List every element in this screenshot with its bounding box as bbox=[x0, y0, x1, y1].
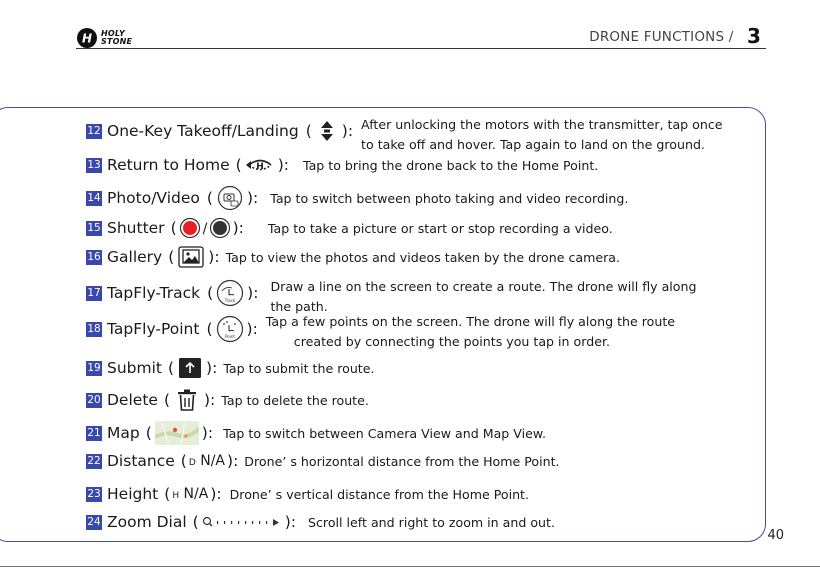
paren-close: ): bbox=[227, 452, 239, 470]
item-title: Delete bbox=[107, 391, 158, 409]
item-title: TapFly-Point bbox=[107, 320, 200, 338]
paren-open: ( bbox=[206, 189, 213, 207]
desc-line-1: Tap a few points on the screen. The drone will fly along the route bbox=[265, 314, 676, 329]
item-description: Tap to delete the route. bbox=[221, 392, 369, 408]
paren-close: ): bbox=[277, 156, 289, 174]
paren-close: ): bbox=[246, 189, 259, 207]
desc-line-1: After unlocking the motors with the transmitter, tap once bbox=[361, 117, 723, 132]
list-item-tapfly-track bbox=[86, 279, 740, 314]
holy-stone-logo-mark bbox=[76, 27, 98, 49]
list-item-shutter bbox=[86, 217, 613, 239]
page-number: 40 bbox=[767, 528, 784, 543]
list-item-one-key-takeoff bbox=[86, 117, 751, 152]
tapfly-point-icon bbox=[215, 315, 245, 343]
list-item-height bbox=[86, 485, 529, 503]
item-title: Height bbox=[107, 485, 159, 503]
tapfly-track-icon bbox=[215, 279, 245, 307]
item-description: Tap to take a picture or start or stop recording a video. bbox=[267, 220, 613, 236]
item-description bbox=[270, 277, 750, 317]
paren-open: ( bbox=[163, 391, 170, 409]
list-item-map bbox=[86, 421, 546, 445]
item-description: Tap to submit the route. bbox=[223, 360, 375, 376]
svg-text:H: H bbox=[81, 31, 93, 46]
item-description: Tap to view the photos and videos taken by the drone camera. bbox=[225, 249, 620, 265]
paren-open: ( bbox=[235, 156, 242, 174]
holy-stone-logo bbox=[76, 27, 132, 49]
item-title: Shutter bbox=[107, 219, 165, 237]
zoom-dial-icon bbox=[201, 515, 283, 529]
paren-close: ): bbox=[206, 359, 218, 377]
list-item-return-home bbox=[86, 155, 598, 175]
list-item-delete bbox=[86, 389, 369, 411]
paren-close: ): bbox=[341, 122, 354, 140]
item-desc-block bbox=[260, 279, 740, 314]
return-home-icon bbox=[244, 155, 276, 175]
distance-readout-letter: D bbox=[188, 458, 196, 468]
item-number: 14 bbox=[87, 191, 101, 204]
paren-close: ): bbox=[246, 320, 258, 338]
distance-readout bbox=[189, 453, 225, 469]
paren-close: ): bbox=[284, 513, 297, 531]
item-description: Tap to switch between Camera View and Map View. bbox=[223, 425, 547, 441]
height-readout bbox=[172, 486, 208, 502]
paren-open: ( bbox=[145, 424, 152, 442]
paren-close: ): bbox=[204, 391, 216, 409]
item-number: 18 bbox=[87, 322, 101, 335]
item-description bbox=[361, 115, 751, 155]
item-title: Gallery bbox=[107, 248, 163, 266]
item-number: 17 bbox=[87, 286, 101, 299]
svg-text:Track: Track bbox=[224, 298, 236, 303]
takeoff-landing-icon bbox=[314, 120, 340, 142]
list-item-tapfly-point bbox=[86, 314, 740, 349]
gallery-icon bbox=[176, 246, 206, 268]
section-title-text: DRONE FUNCTIONS / bbox=[589, 29, 734, 45]
paren-close: ): bbox=[210, 485, 222, 503]
list-item-photo-video bbox=[86, 185, 628, 211]
list-item-submit bbox=[86, 358, 375, 378]
paren-close: ): bbox=[208, 248, 220, 266]
item-number: 13 bbox=[87, 158, 101, 171]
logo-text bbox=[101, 30, 132, 46]
item-number: 19 bbox=[87, 361, 101, 374]
distance-readout-value: N/A bbox=[200, 453, 226, 469]
item-title: One-Key Takeoff/Landing bbox=[107, 122, 299, 140]
item-title: Return to Home bbox=[107, 156, 230, 174]
paren-open: ( bbox=[207, 284, 214, 302]
section-title bbox=[589, 29, 762, 45]
desc-line-2: created by connecting the points you tap in order. bbox=[293, 334, 610, 349]
paren-open: ( bbox=[206, 320, 213, 338]
item-title: Zoom Dial bbox=[107, 513, 187, 531]
logo-text-line2: STONE bbox=[101, 37, 133, 46]
item-title: Submit bbox=[107, 359, 162, 377]
paren-open: ( bbox=[167, 359, 175, 377]
item-number: 22 bbox=[87, 454, 101, 467]
item-number: 23 bbox=[87, 487, 101, 500]
svg-text:3: 3 bbox=[747, 26, 761, 46]
item-title: TapFly-Track bbox=[107, 284, 201, 302]
paren-open: ( bbox=[192, 513, 199, 531]
height-readout-value: N/A bbox=[183, 486, 209, 502]
section-number bbox=[742, 26, 766, 46]
camera-switch-icon bbox=[215, 185, 245, 211]
item-description: Drone’ s vertical distance from the Home Point. bbox=[229, 486, 529, 502]
item-number: 15 bbox=[87, 221, 101, 234]
map-icon bbox=[154, 421, 200, 445]
item-desc-block bbox=[260, 314, 740, 349]
desc-line-2: to take off and hover. Tap again to land on the ground. bbox=[361, 137, 705, 152]
paren-open: ( bbox=[305, 122, 312, 140]
bottom-divider bbox=[0, 566, 820, 567]
item-title: Map bbox=[107, 424, 140, 442]
desc-line-2: the path. bbox=[270, 299, 328, 314]
paren-open: ( bbox=[180, 452, 187, 470]
paren-close: ): bbox=[201, 424, 214, 442]
item-number: 20 bbox=[87, 393, 101, 406]
item-title: Distance bbox=[107, 452, 175, 470]
paren-open: ( bbox=[168, 248, 175, 266]
item-description: Drone’ s horizontal distance from the Home Point. bbox=[244, 453, 560, 469]
item-description: Tap to switch between photo taking and video recording. bbox=[270, 190, 629, 206]
item-number: 12 bbox=[87, 124, 101, 137]
item-description bbox=[266, 312, 746, 352]
svg-text:Point: Point bbox=[224, 334, 235, 339]
svg-text:H: H bbox=[255, 162, 264, 172]
paren-open: ( bbox=[170, 219, 177, 237]
logo-text-line1: HOLY bbox=[101, 29, 125, 38]
submit-icon bbox=[176, 358, 204, 378]
list-item-gallery bbox=[86, 246, 620, 268]
item-number: 24 bbox=[87, 515, 101, 528]
shutter-icon bbox=[179, 217, 231, 239]
svg-text:/: / bbox=[202, 221, 207, 237]
item-number: 16 bbox=[87, 250, 101, 263]
list-item-distance bbox=[86, 452, 560, 470]
item-number: 21 bbox=[87, 426, 101, 439]
paren-open: ( bbox=[164, 485, 171, 503]
item-title: Photo/Video bbox=[107, 189, 200, 207]
header-divider bbox=[76, 48, 766, 49]
item-desc-block bbox=[361, 117, 751, 152]
trash-icon bbox=[172, 389, 202, 411]
desc-line-1: Draw a line on the screen to create a route. The drone will fly along bbox=[270, 279, 697, 294]
item-description: Tap to bring the drone back to the Home Point. bbox=[302, 157, 599, 173]
paren-close: ): bbox=[232, 219, 244, 237]
item-description: Scroll left and right to zoom in and out. bbox=[308, 514, 555, 530]
height-readout-letter: H bbox=[172, 491, 180, 501]
paren-close: ): bbox=[247, 284, 259, 302]
list-item-zoom-dial bbox=[86, 513, 555, 531]
